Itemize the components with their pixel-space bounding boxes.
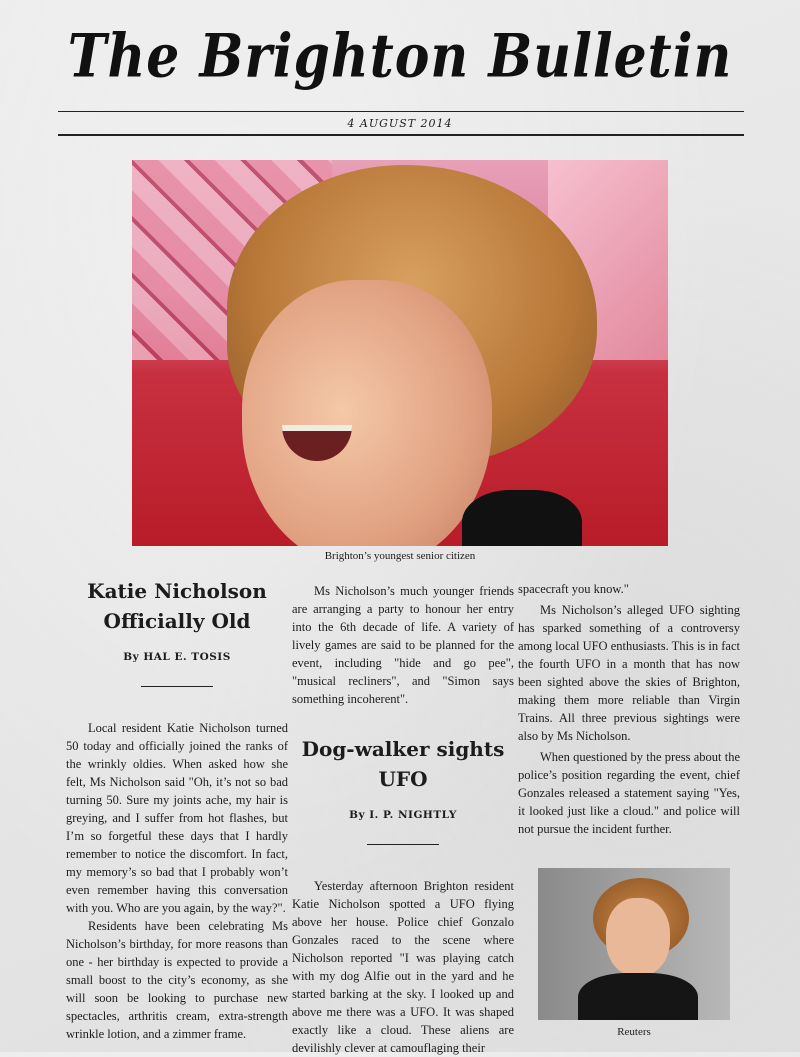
- column-1: [66, 576, 288, 1043]
- article2-paragraph: When questioned by the press about the police’s position regarding the event, chief Gonzales released a statement saying "Yes, it looked just like a cloud." and police will not pursue the incident further.: [518, 750, 740, 836]
- masthead-title: The Brighton Bulletin: [67, 21, 733, 92]
- divider: [367, 844, 439, 845]
- article2-paragraph: Ms Nicholson’s alleged UFO sighting has sparked something of a controversy among local UFO enthusiasts. This is in fact the fourth UFO in a month that has now been sighted above the skies of Brighton, making them more reliable than Virgin Trains. All three previous sightings were also by Ms Nicholson.: [518, 603, 740, 743]
- small-photo: [538, 868, 730, 1020]
- article2-headline: Dog-walker sights UFO: [301, 737, 505, 791]
- column-3: [518, 580, 740, 838]
- masthead-rule-bottom: [58, 134, 744, 136]
- divider: [141, 686, 213, 687]
- main-photo: [132, 160, 668, 546]
- article2-byline: By I. P. NIGHTLY: [349, 809, 457, 821]
- article2-paragraph: Yesterday afternoon Brighton resident Katie Nicholson spotted a UFO flying above her house. Police chief Gonzalo Gonzales raced to the scene where Nicholson reported "I was playing catch with my dog Alfie out in the yard and he started barking at the sky. I looked up and above me there was a UFO. It was shaped exactly like a cloud. These aliens are devilishly clever at camouflaging their: [292, 879, 514, 1055]
- article1-byline: By HAL E. TOSIS: [123, 651, 231, 663]
- column-2: [292, 582, 514, 1057]
- article1-paragraph: Ms Nicholson’s much younger friends are arranging a party to honour her entry into the 6th decade of life. A variety of lively games are said to be planned for the event, including "hide and go pee", "musical recliners", and "Simon says something incoherent".: [292, 584, 514, 706]
- masthead-rule-top: [58, 111, 744, 112]
- article1-headline: Katie Nicholson Officially Old: [87, 579, 267, 633]
- issue-date: 4 AUGUST 2014: [347, 117, 453, 130]
- article1-paragraph: Residents have been celebrating Ms Nicholson’s birthday, for more reasons than one - her birthday is expected to provide a small boost to the city’s economy, as she will soon be looking to purchase new spectacles, arthritis cream, extra-strength wrinkle lotion, and a zimmer frame.: [66, 919, 288, 1041]
- article1-paragraph: Local resident Katie Nicholson turned 50 today and officially joined the ranks of the wrinkly oldies. When asked how she felt, Ms Nicholson said "Oh, it’s not so bad turning 50. Sure my joints ache, my hair is greying, and I suffer from hot flashes, but I’m so forgetful these days that I hardly remember to notice the discomfort. In fact, my memory’s so bad that I probably won’t even remember having this conversation with you. Who are you again, by the way?".: [66, 721, 288, 915]
- main-photo-caption: Brighton’s youngest senior citizen: [324, 550, 476, 562]
- small-photo-caption: Reuters: [617, 1026, 651, 1038]
- article2-paragraph: spacecraft you know.": [518, 582, 629, 596]
